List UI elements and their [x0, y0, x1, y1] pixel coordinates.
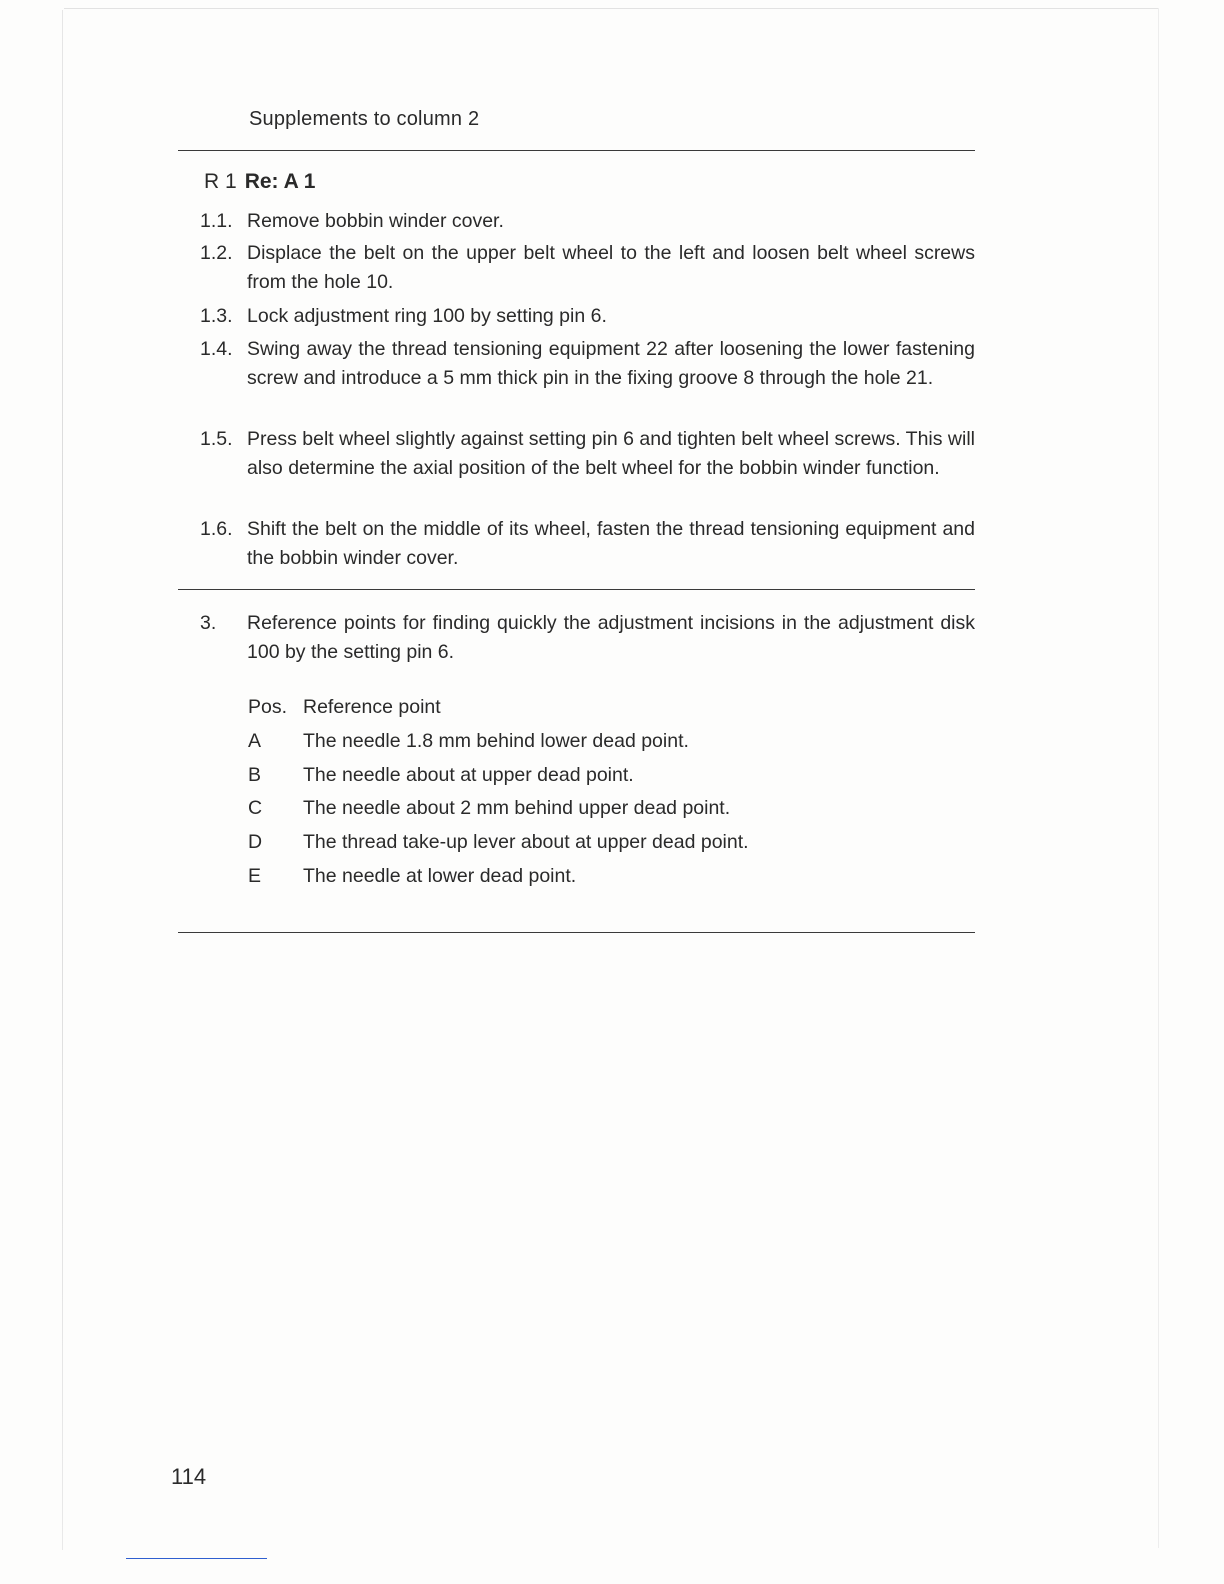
list-item	[200, 239, 975, 296]
item-number: 1.6.	[200, 518, 233, 540]
section-code: R 1	[204, 170, 237, 193]
reference-cell: The thread take-up lever about at upper dead point.	[303, 831, 749, 854]
scan-edge-top	[64, 8, 1159, 9]
item-text: Reference points for finding quickly the adjustment incisions in the adjustment disk 100 by the setting pin 6.	[247, 612, 975, 663]
item-number: 1.3.	[200, 305, 233, 327]
pos-cell: B	[248, 763, 262, 786]
scan-edge-right	[1158, 8, 1159, 1548]
item-text: Swing away the thread tensioning equipment 22 after loosening the lower fastening screw and introduce a 5 mm thick pin in the fixing groove 8 through the hole 21.	[247, 338, 975, 389]
reference-cell: The needle about at upper dead point.	[303, 763, 634, 786]
pos-cell: A	[248, 729, 262, 752]
item-number: 1.2.	[200, 242, 233, 264]
reference-cell: The needle about 2 mm behind upper dead point.	[303, 797, 731, 820]
pos-cell: D	[248, 831, 263, 854]
reference-cell: The needle 1.8 mm behind lower dead point.	[303, 729, 689, 752]
list-item	[200, 335, 975, 392]
item-number: 1.1.	[200, 210, 233, 232]
page-header: Supplements to column 2	[249, 108, 480, 130]
item-text: Lock adjustment ring 100 by setting pin 6.	[247, 305, 607, 327]
item-text: Remove bobbin winder cover.	[247, 210, 504, 232]
list-item	[200, 515, 975, 572]
list-item	[200, 302, 975, 331]
list-item	[200, 207, 975, 236]
item-text: Shift the belt on the middle of its wheel, fasten the thread tensioning equipment and the bobbin winder cover.	[247, 518, 975, 569]
pos-cell: E	[248, 864, 262, 887]
scan-artifact-line	[126, 1558, 267, 1559]
column-header-reference: Reference point	[303, 696, 441, 718]
item-number: 3.	[200, 612, 217, 634]
section-reference: Re: A 1	[244, 170, 316, 193]
header-divider	[178, 150, 975, 151]
reference-cell: The needle at lower dead point.	[303, 864, 577, 887]
section-r1-title	[204, 170, 315, 194]
item-number: 1.4.	[200, 338, 233, 360]
reference-points-item	[200, 609, 975, 666]
column-header-pos: Pos.	[248, 696, 288, 718]
page-number: 114	[171, 1464, 207, 1489]
item-text: Displace the belt on the upper belt wheel to the left and loosen belt wheel screws from the hole 10.	[247, 242, 975, 293]
section-divider	[178, 589, 975, 590]
list-item	[200, 425, 975, 482]
item-text: Press belt wheel slightly against setting pin 6 and tighten belt wheel screws. This will also determine the axial position of the belt wheel for the bobbin winder function.	[247, 428, 976, 479]
closing-divider	[178, 932, 975, 933]
scan-edge-left	[62, 10, 63, 1550]
item-number: 1.5.	[200, 428, 233, 450]
pos-cell: C	[248, 797, 263, 820]
